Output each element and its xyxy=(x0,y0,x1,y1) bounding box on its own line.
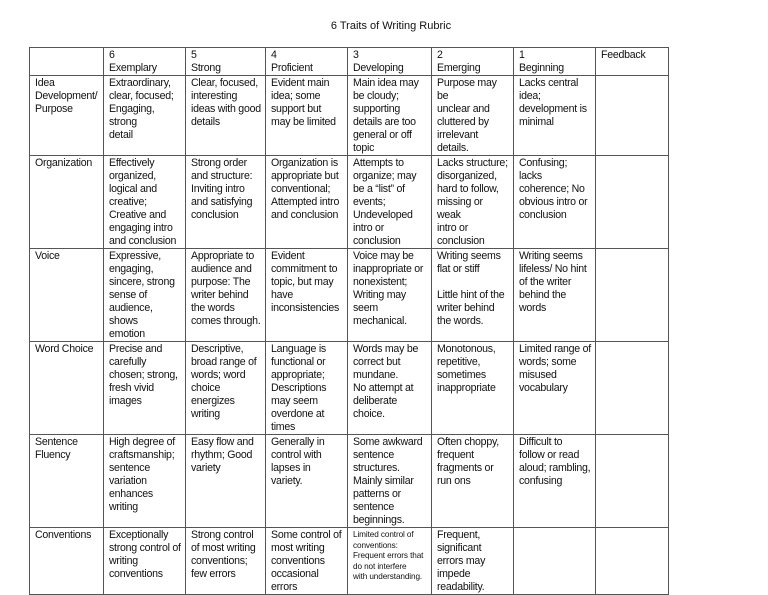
rubric-cell: Lacks central idea; development is minimal xyxy=(514,76,596,156)
rubric-cell: Difficult to follow or read aloud; rambling, confusing xyxy=(514,435,596,528)
header-cell-2-emerging: 2 Emerging xyxy=(432,48,514,76)
table-row-organization xyxy=(30,156,669,249)
header-cell-feedback: Feedback xyxy=(596,48,669,76)
table-row-sentence-fluency xyxy=(30,435,669,528)
rubric-cell: Writing seems flat or stiff Little hint of the writer behind the words. xyxy=(432,249,514,342)
trait-label: Organization xyxy=(30,156,104,249)
trait-label: Conventions xyxy=(30,528,104,595)
header-cell-blank xyxy=(30,48,104,76)
rubric-cell: Easy flow and rhythm; Good variety xyxy=(186,435,266,528)
header-cell-3-developing: 3 Developing xyxy=(348,48,432,76)
rubric-table xyxy=(29,47,669,595)
table-row-idea-development xyxy=(30,76,669,156)
rubric-cell: Main idea may be cloudy; supporting details are too general or off topic xyxy=(348,76,432,156)
header-cell-5-strong: 5 Strong xyxy=(186,48,266,76)
header-cell-1-beginning: 1 Beginning xyxy=(514,48,596,76)
rubric-cell: Purpose may be unclear and cluttered by irrelevant details. xyxy=(432,76,514,156)
rubric-cell: Language is functional or appropriate; Descriptions may seem overdone at times xyxy=(266,342,348,435)
trait-label: Word Choice xyxy=(30,342,104,435)
rubric-cell: Some awkward sentence structures. Mainly similar patterns or sentence beginnings. xyxy=(348,435,432,528)
rubric-cell: Organization is appropriate but conventional; Attempted intro and conclusion xyxy=(266,156,348,249)
feedback-cell[interactable] xyxy=(596,156,669,249)
table-row-voice xyxy=(30,249,669,342)
header-row xyxy=(30,48,669,76)
rubric-cell: Attempts to organize; may be a “list” of events; Undeveloped intro or conclusion xyxy=(348,156,432,249)
rubric-cell xyxy=(514,528,596,595)
trait-label: Idea Development/ Purpose xyxy=(30,76,104,156)
rubric-cell: Clear, focused, interesting ideas with good details xyxy=(186,76,266,156)
feedback-cell[interactable] xyxy=(596,342,669,435)
table-row-conventions xyxy=(30,528,669,595)
rubric-cell: Lacks structure; disorganized, hard to follow, missing or weak intro or conclusion xyxy=(432,156,514,249)
rubric-cell: Extraordinary, clear, focused; Engaging, strong detail xyxy=(104,76,186,156)
rubric-cell: Precise and carefully chosen; strong, fresh vivid images xyxy=(104,342,186,435)
feedback-cell[interactable] xyxy=(596,76,669,156)
rubric-cell: Voice may be inappropriate or nonexistent; Writing may seem mechanical. xyxy=(348,249,432,342)
trait-label: Sentence Fluency xyxy=(30,435,104,528)
rubric-cell: Frequent, significant errors may impede readability. xyxy=(432,528,514,595)
rubric-cell: Words may be correct but mundane. No attempt at deliberate choice. xyxy=(348,342,432,435)
rubric-cell: Monotonous, repetitive, sometimes inappropriate xyxy=(432,342,514,435)
header-cell-6-exemplary: 6 Exemplary xyxy=(104,48,186,76)
feedback-cell[interactable] xyxy=(596,435,669,528)
rubric-cell: Confusing; lacks coherence; No obvious intro or conclusion xyxy=(514,156,596,249)
trait-label: Voice xyxy=(30,249,104,342)
rubric-cell: Often choppy, frequent fragments or run ons xyxy=(432,435,514,528)
rubric-cell: Limited control of conventions: Frequent errors that do not interfere with understanding. xyxy=(348,528,432,595)
rubric-cell: Evident main idea; some support but may be limited xyxy=(266,76,348,156)
rubric-cell: Descriptive, broad range of words; word choice energizes writing xyxy=(186,342,266,435)
rubric-cell: Some control of most writing conventions occasional errors xyxy=(266,528,348,595)
rubric-cell: Appropriate to audience and purpose: The writer behind the words comes through. xyxy=(186,249,266,342)
feedback-cell[interactable] xyxy=(596,528,669,595)
table-row-word-choice xyxy=(30,342,669,435)
feedback-cell[interactable] xyxy=(596,249,669,342)
rubric-cell: Writing seems lifeless/ No hint of the writer behind the words xyxy=(514,249,596,342)
rubric-cell: Generally in control with lapses in variety. xyxy=(266,435,348,528)
rubric-cell: Effectively organized, logical and creative; Creative and engaging intro and conclusion xyxy=(104,156,186,249)
rubric-cell: Exceptionally strong control of writing conventions xyxy=(104,528,186,595)
rubric-cell: High degree of craftsmanship; sentence variation enhances writing xyxy=(104,435,186,528)
rubric-cell: Strong control of most writing conventions; few errors xyxy=(186,528,266,595)
header-cell-4-proficient: 4 Proficient xyxy=(266,48,348,76)
rubric-cell: Evident commitment to topic, but may have inconsistencies xyxy=(266,249,348,342)
rubric-cell: Expressive, engaging, sincere, strong sense of audience, shows emotion xyxy=(104,249,186,342)
rubric-cell: Strong order and structure: Inviting intro and satisfying conclusion xyxy=(186,156,266,249)
rubric-cell: Limited range of words; some misused vocabulary xyxy=(514,342,596,435)
document-title: 6 Traits of Writing Rubric xyxy=(330,20,452,32)
